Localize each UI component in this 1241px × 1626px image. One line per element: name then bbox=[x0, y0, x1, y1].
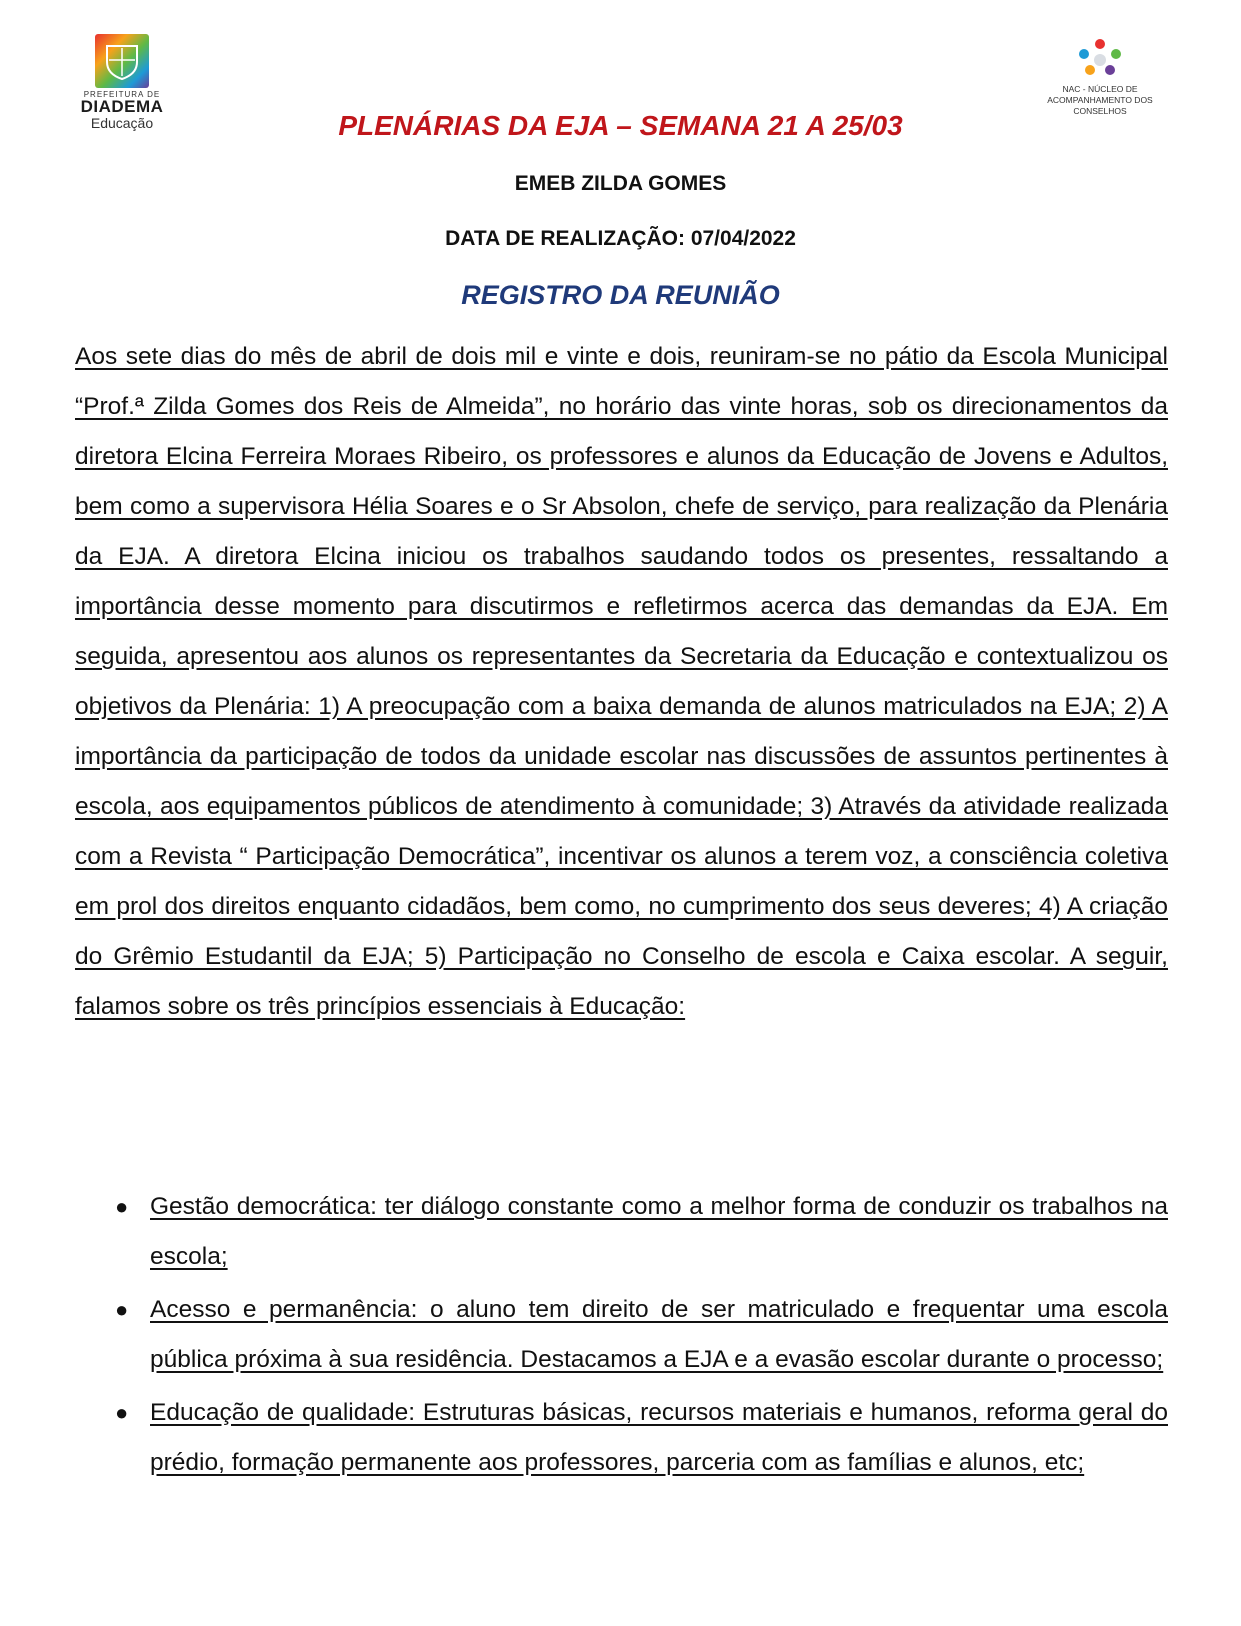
bullet-text: Educação de qualidade: Estruturas básicas, recursos materiais e humanos, reforma geral do prédio, formação permanente aos professores, parceria com as famílias e alunos, etc; bbox=[150, 1399, 1168, 1476]
nac-line-2: ACOMPANHAMENTO DOS bbox=[1047, 95, 1153, 105]
meeting-record-heading: REGISTRO DA REUNIÃO bbox=[461, 280, 780, 310]
logo-prefeitura-text: PREFEITURA DE bbox=[83, 90, 161, 99]
bullet-icon: ● bbox=[115, 1297, 129, 1322]
school-name: EMEB ZILDA GOMES bbox=[514, 172, 727, 195]
diadema-crest-icon bbox=[95, 34, 149, 88]
nac-line-1: NAC - NÚCLEO DE bbox=[1062, 84, 1138, 94]
bullet-text: Gestão democrática: ter diálogo constante como a melhor forma de conduzir os trabalhos na escola; bbox=[150, 1193, 1168, 1270]
list-item bbox=[75, 1285, 1168, 1385]
nac-logo bbox=[1038, 36, 1162, 117]
bullet-icon: ● bbox=[115, 1400, 129, 1425]
bullet-icon: ● bbox=[115, 1194, 129, 1219]
list-item bbox=[75, 1388, 1168, 1488]
meeting-paragraph: Aos sete dias do mês de abril de dois mil e vinte e dois, reuniram-se no pátio da Escola Municipal “Prof.ª Zilda Gomes dos Reis de Almeida”, no horário das vinte horas, sob os direcionamentos da diretora Elcina Ferreira Moraes Ribeiro, os professores e alunos da Educação de Jovens e Adultos, bem como a supervisora Hélia Soares e o Sr Absolon, chefe de serviço, para realização da Plenária da EJA. A diretora Elcina iniciou os trabalhos saudando todos os presentes, ressaltando a importância desse momento para discutirmos e refletirmos acerca das demandas da EJA. Em seguida, apresentou aos alunos os representantes da Secretaria da Educação e contextualizou os objetivos da Plenária: 1) A preocupação com a baixa demanda de alunos matriculados na EJA; 2) A importância da participação de todos da unidade escolar nas discussões de assuntos pertinentes à escola, aos equipamentos públicos de atendimento à comunidade; 3) Através da atividade realizada com a Revista “ Participação Democrática”, incentivar os alunos a terem voz, a consciência coletiva em prol dos direitos enquanto cidadãos, bem como, no cumprimento dos seus deveres; 4) A criação do Grêmio Estudantil da EJA; 5) Participação no Conselho de escola e Caixa escolar. A seguir, falamos sobre os três princípios essenciais à Educação: bbox=[75, 343, 1168, 1020]
bullet-text: Acesso e permanência: o aluno tem direito de ser matriculado e frequentar uma escola pública próxima à sua residência. Destacamos a EJA e a evasão escolar durante o processo; bbox=[150, 1296, 1168, 1373]
list-item bbox=[75, 1182, 1168, 1282]
nac-people-icon bbox=[1072, 36, 1128, 82]
document-title: PLENÁRIAS DA EJA – SEMANA 21 A 25/03 bbox=[338, 110, 903, 141]
logo-educacao-text: Educação bbox=[90, 115, 154, 131]
nac-line-3: CONSELHOS bbox=[1073, 106, 1127, 116]
logo-diadema-text: DIADEMA bbox=[80, 97, 164, 116]
meeting-date: DATA DE REALIZAÇÃO: 07/04/2022 bbox=[445, 227, 796, 250]
principles-list bbox=[75, 1182, 1168, 1491]
